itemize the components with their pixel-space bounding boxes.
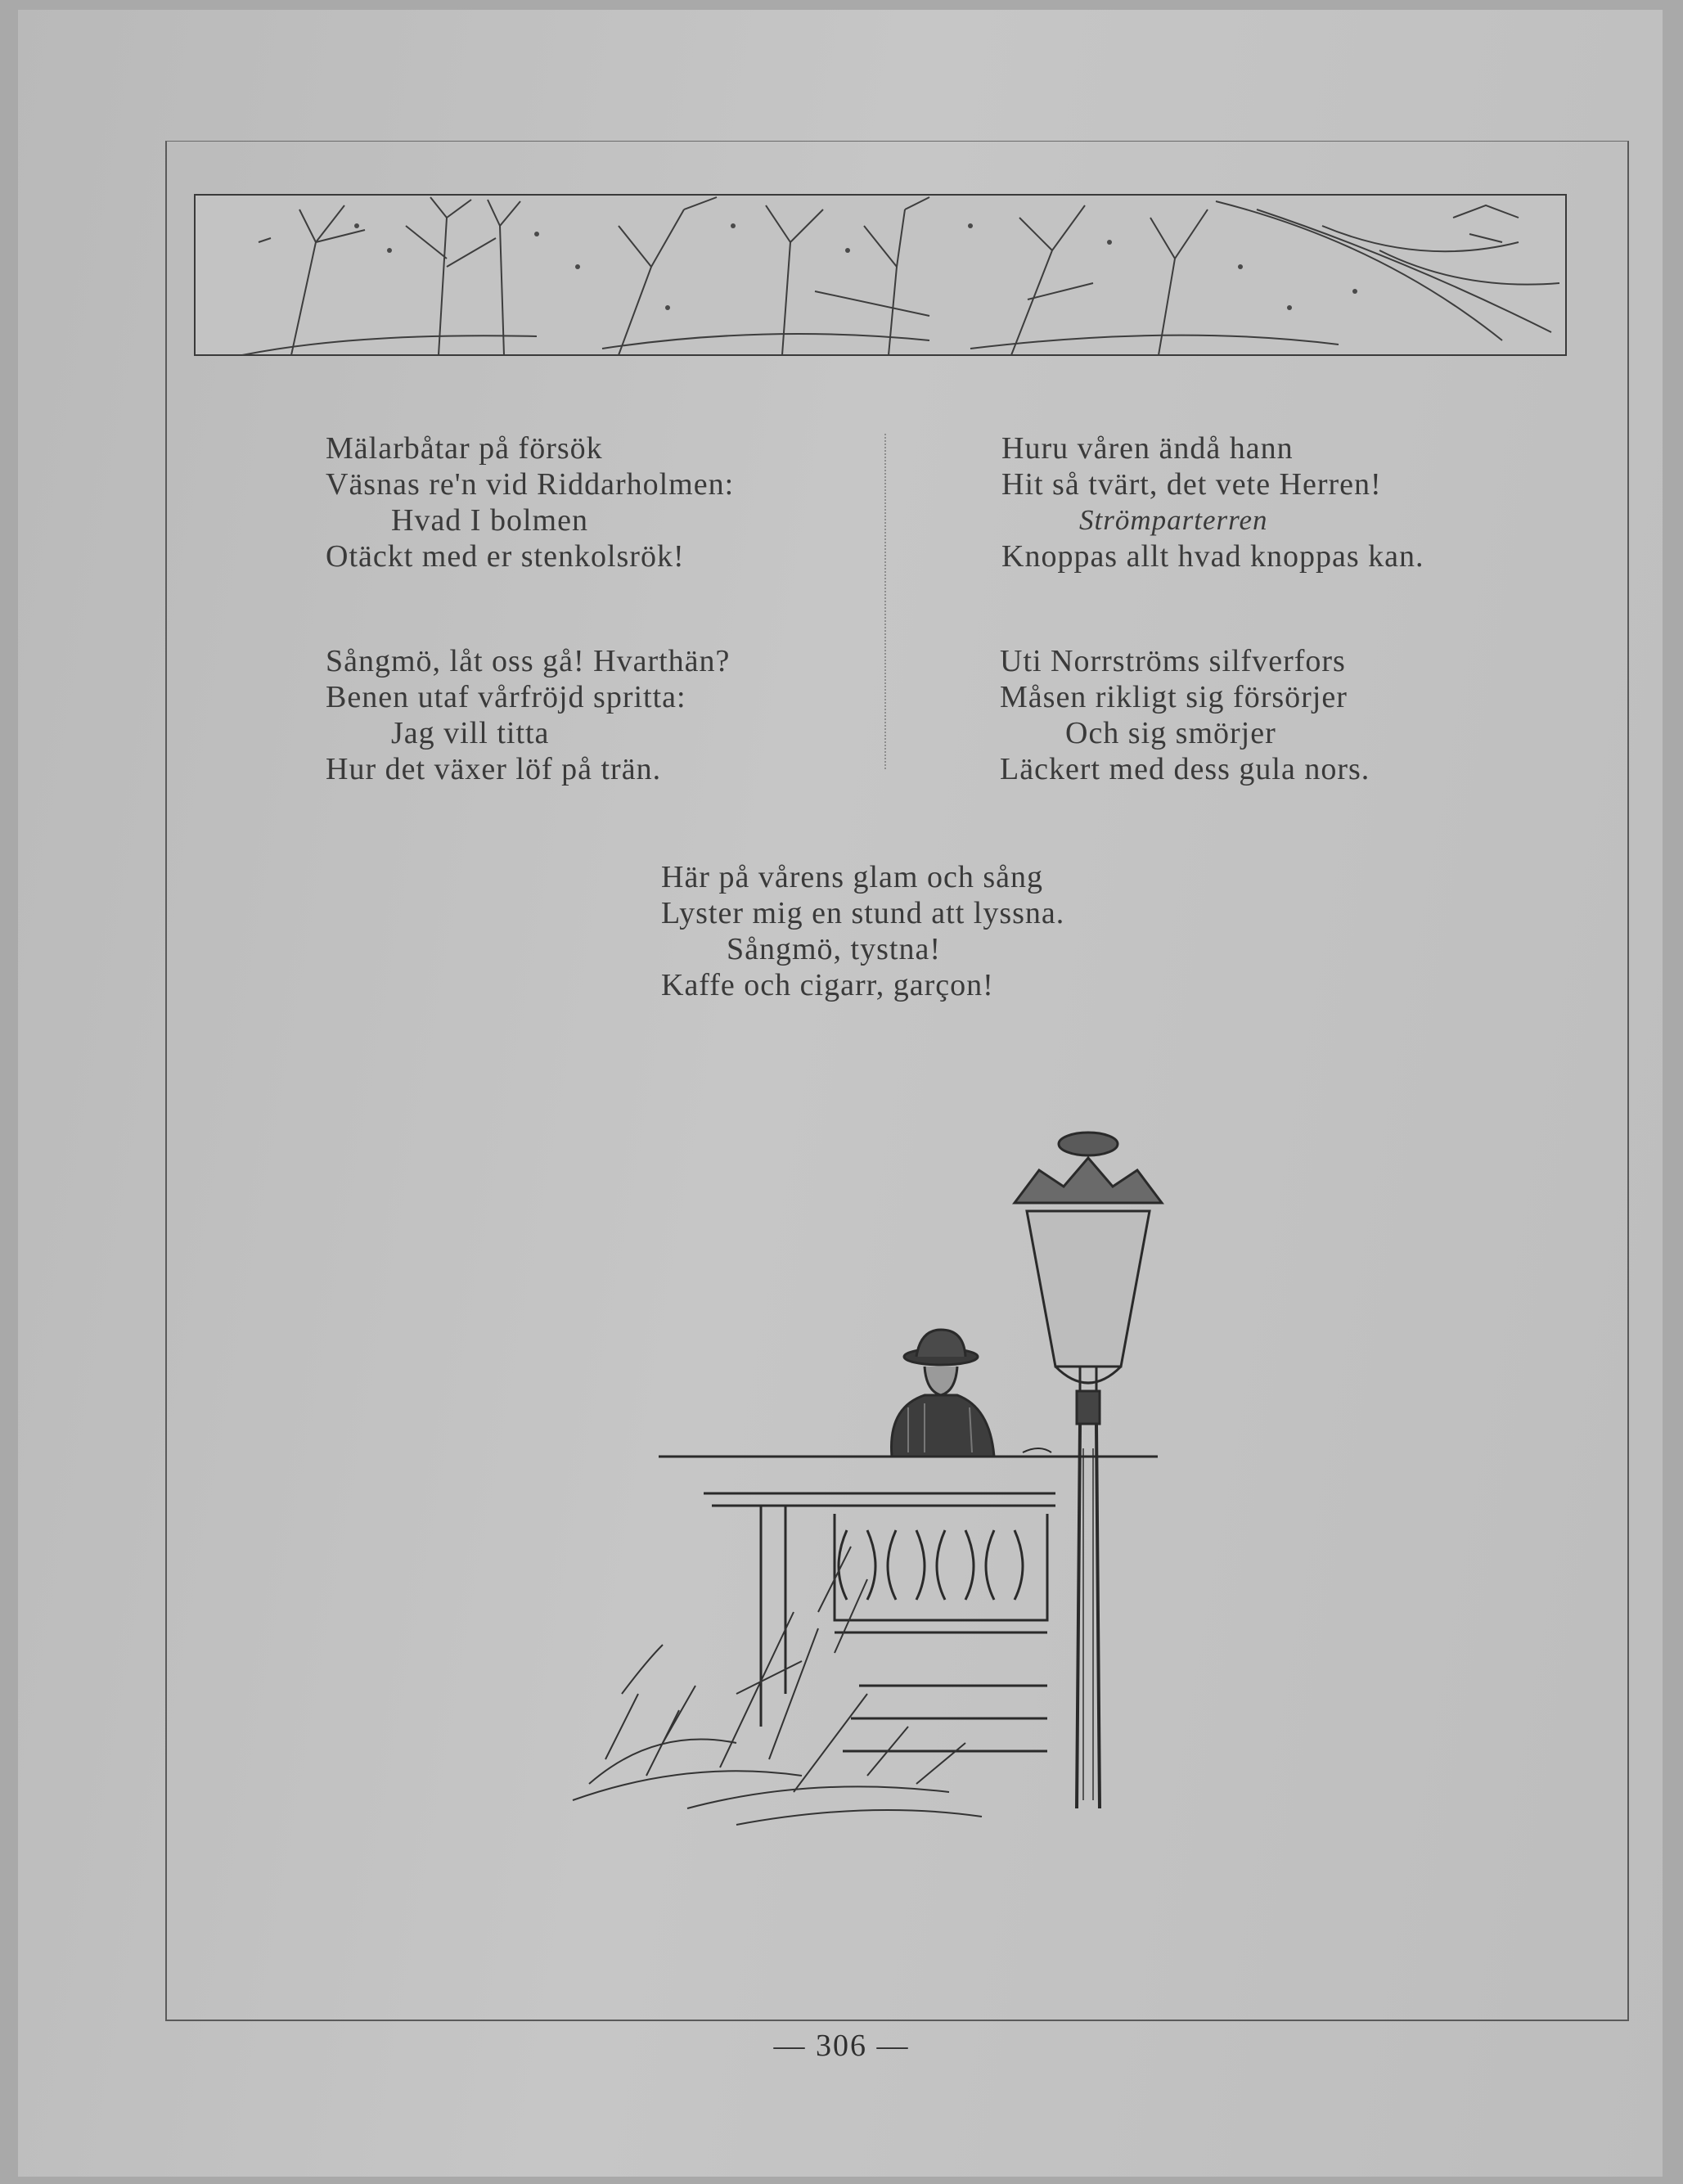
stanza-1-line-3: Hvad I bolmen xyxy=(391,503,588,538)
stanza-3-line-4: Hur det växer löf på trän. xyxy=(326,752,662,786)
stanza-1-line-1: Mälarbåtar på försök xyxy=(326,431,603,466)
street-lamp-icon xyxy=(1015,1133,1162,1808)
stanza-1 xyxy=(326,430,734,574)
stanza-5 xyxy=(661,859,1064,1003)
stanza-2-line-2: Hit så tvärt, det vete Herren! xyxy=(1001,467,1382,502)
man-figure-icon xyxy=(892,1330,995,1457)
stanza-2 xyxy=(1001,430,1424,574)
header-frame-border xyxy=(195,195,1566,355)
header-landscape-image xyxy=(193,193,1568,357)
stanza-1-line-2: Väsnas re'n vid Riddarholmen: xyxy=(326,467,735,502)
stanza-2-line-3: Strömparterren xyxy=(1079,504,1268,536)
stanza-4-line-1: Uti Norrströms silfverfors xyxy=(1000,644,1346,678)
stanza-4-line-3: Och sig smörjer xyxy=(1065,716,1276,750)
stanza-3-line-2: Benen utaf vårfröjd spritta: xyxy=(326,680,686,714)
stanza-4-line-2: Måsen rikligt sig försörjer xyxy=(1000,680,1348,714)
stanza-2-line-4: Knoppas allt hvad knoppas kan. xyxy=(1001,539,1424,574)
stanza-5-line-1: Här på vårens glam och sång xyxy=(661,860,1044,894)
page-number: — 306 — xyxy=(773,2029,910,2063)
stanza-5-line-4: Kaffe och cigarr, garçon! xyxy=(661,968,994,1002)
stanza-5-line-3: Sångmö, tystna! xyxy=(727,932,941,966)
stanza-3-line-1: Sångmö, låt oss gå! Hvarthän? xyxy=(326,644,731,678)
stanza-5-line-2: Lyster mig en stund att lyssna. xyxy=(661,896,1065,930)
stanza-1-line-4: Otäckt med er stenkolsrök! xyxy=(326,539,685,574)
stanza-4-line-4: Läckert med dess gula nors. xyxy=(1000,752,1370,786)
lamp-balustrade-illustration xyxy=(524,1121,1195,1833)
stanza-4 xyxy=(1000,643,1370,787)
stanza-3-line-3: Jag vill titta xyxy=(391,716,550,750)
stanza-3 xyxy=(326,643,730,787)
column-divider xyxy=(884,434,886,769)
stanza-2-line-1: Huru våren ändå hann xyxy=(1001,431,1294,466)
balusters xyxy=(835,1514,1047,1632)
